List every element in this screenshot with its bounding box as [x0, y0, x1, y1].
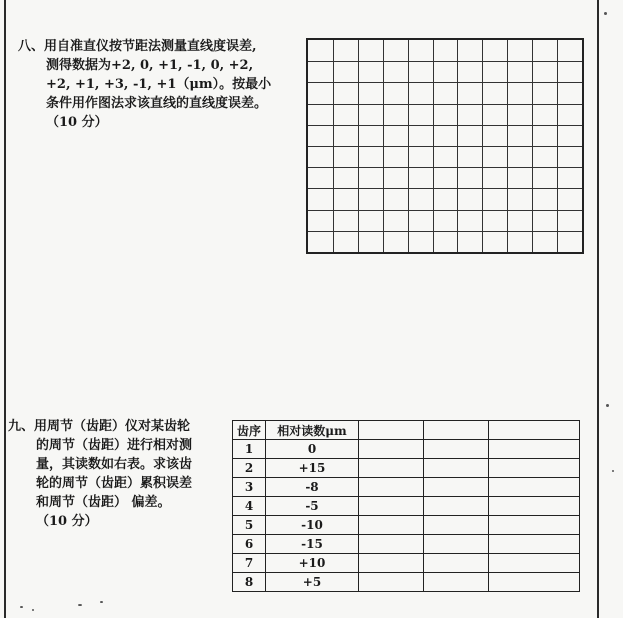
- grid-line-horizontal: [308, 104, 582, 105]
- empty-cell: [489, 478, 580, 497]
- table-row: [233, 440, 580, 459]
- empty-cell: [359, 421, 424, 440]
- tooth-number: 3: [233, 478, 266, 497]
- empty-cell: [489, 554, 580, 573]
- question-8-line-5: （10 分）: [46, 115, 108, 130]
- graph-paper-grid: [306, 38, 584, 254]
- question-9-number: 九、: [8, 419, 35, 434]
- scan-speck: [78, 604, 82, 606]
- empty-cell: [359, 516, 424, 535]
- question-9-line-2: 的周节（齿距）进行相对测: [36, 438, 193, 453]
- reading-value: -10: [266, 516, 359, 535]
- tooth-number: 2: [233, 459, 266, 478]
- page-border-right: [597, 0, 599, 618]
- tooth-number: 8: [233, 573, 266, 592]
- table-row: [233, 516, 580, 535]
- question-8-line-3: +2, +1, +3, -1, +1（μm）。按最小: [46, 77, 272, 92]
- tooth-number: 5: [233, 516, 266, 535]
- scan-speck: [612, 470, 614, 472]
- page-border-left: [4, 0, 6, 618]
- empty-cell: [359, 459, 424, 478]
- table-row: [233, 573, 580, 592]
- empty-cell: [424, 440, 489, 459]
- empty-cell: [489, 573, 580, 592]
- question-8: [18, 37, 300, 132]
- reading-value: 0: [266, 440, 359, 459]
- empty-cell: [489, 516, 580, 535]
- tooth-number: 6: [233, 535, 266, 554]
- scan-speck: [20, 606, 23, 608]
- question-8-line-2: 测得数据为+2, 0, +1, -1, 0, +2,: [46, 58, 254, 73]
- table-row: [233, 478, 580, 497]
- reading-value: +5: [266, 573, 359, 592]
- empty-cell: [359, 535, 424, 554]
- question-9-line-1: [8, 417, 223, 436]
- empty-cell: [359, 573, 424, 592]
- table-row: [233, 535, 580, 554]
- reading-value: +15: [266, 459, 359, 478]
- empty-cell: [424, 516, 489, 535]
- question-8-line-4: 条件用作图法求该直线的直线度误差。: [46, 96, 268, 111]
- empty-cell: [489, 535, 580, 554]
- grid-line-horizontal: [308, 167, 582, 168]
- reading-value: -15: [266, 535, 359, 554]
- grid-line-horizontal: [308, 146, 582, 147]
- empty-cell: [359, 497, 424, 516]
- empty-cell: [489, 459, 580, 478]
- grid-line-horizontal: [308, 210, 582, 211]
- grid-line-horizontal: [308, 231, 582, 232]
- empty-cell: [489, 497, 580, 516]
- scan-speck: [32, 609, 34, 611]
- empty-cell: [359, 440, 424, 459]
- empty-cell: [424, 459, 489, 478]
- header-reading: 相对读数μm: [266, 421, 359, 440]
- tooth-number: 1: [233, 440, 266, 459]
- question-9-line-3: 量，其读数如右表。求该齿: [36, 457, 193, 472]
- empty-cell: [424, 497, 489, 516]
- tooth-number: 4: [233, 497, 266, 516]
- scan-speck: [606, 404, 609, 407]
- grid-line-horizontal: [308, 125, 582, 126]
- table-row: [233, 459, 580, 478]
- question-9-line-4: 轮的周节（齿距）累积误差: [36, 476, 193, 491]
- empty-cell: [424, 573, 489, 592]
- table-row: [233, 497, 580, 516]
- header-tooth: 齿序: [233, 421, 266, 440]
- reading-value: -5: [266, 497, 359, 516]
- empty-cell: [424, 535, 489, 554]
- tooth-number: 7: [233, 554, 266, 573]
- question-9-text-1: 用周节（齿距）仪对某齿轮: [34, 419, 191, 434]
- reading-table: [232, 420, 580, 592]
- question-9-line-5: 和周节（齿距） 偏差。: [36, 495, 171, 510]
- empty-cell: [489, 421, 580, 440]
- question-9-line-6: （10 分）: [36, 514, 98, 529]
- question-8-text-1: 用自准直仪按节距法测量直线度误差,: [44, 39, 257, 54]
- empty-cell: [359, 478, 424, 497]
- grid-line-horizontal: [308, 82, 582, 83]
- grid-line-horizontal: [308, 188, 582, 189]
- question-8-number: 八、: [18, 39, 45, 54]
- grid-line-horizontal: [308, 61, 582, 62]
- reading-value: -8: [266, 478, 359, 497]
- scan-speck: [100, 601, 103, 603]
- question-8-line-1: [18, 37, 300, 56]
- empty-cell: [424, 554, 489, 573]
- empty-cell: [359, 554, 424, 573]
- reading-value: +10: [266, 554, 359, 573]
- question-9: [8, 417, 223, 531]
- empty-cell: [489, 440, 580, 459]
- table-header-row: [233, 421, 580, 440]
- empty-cell: [424, 421, 489, 440]
- table-row: [233, 554, 580, 573]
- scan-speck: [604, 12, 607, 15]
- empty-cell: [424, 478, 489, 497]
